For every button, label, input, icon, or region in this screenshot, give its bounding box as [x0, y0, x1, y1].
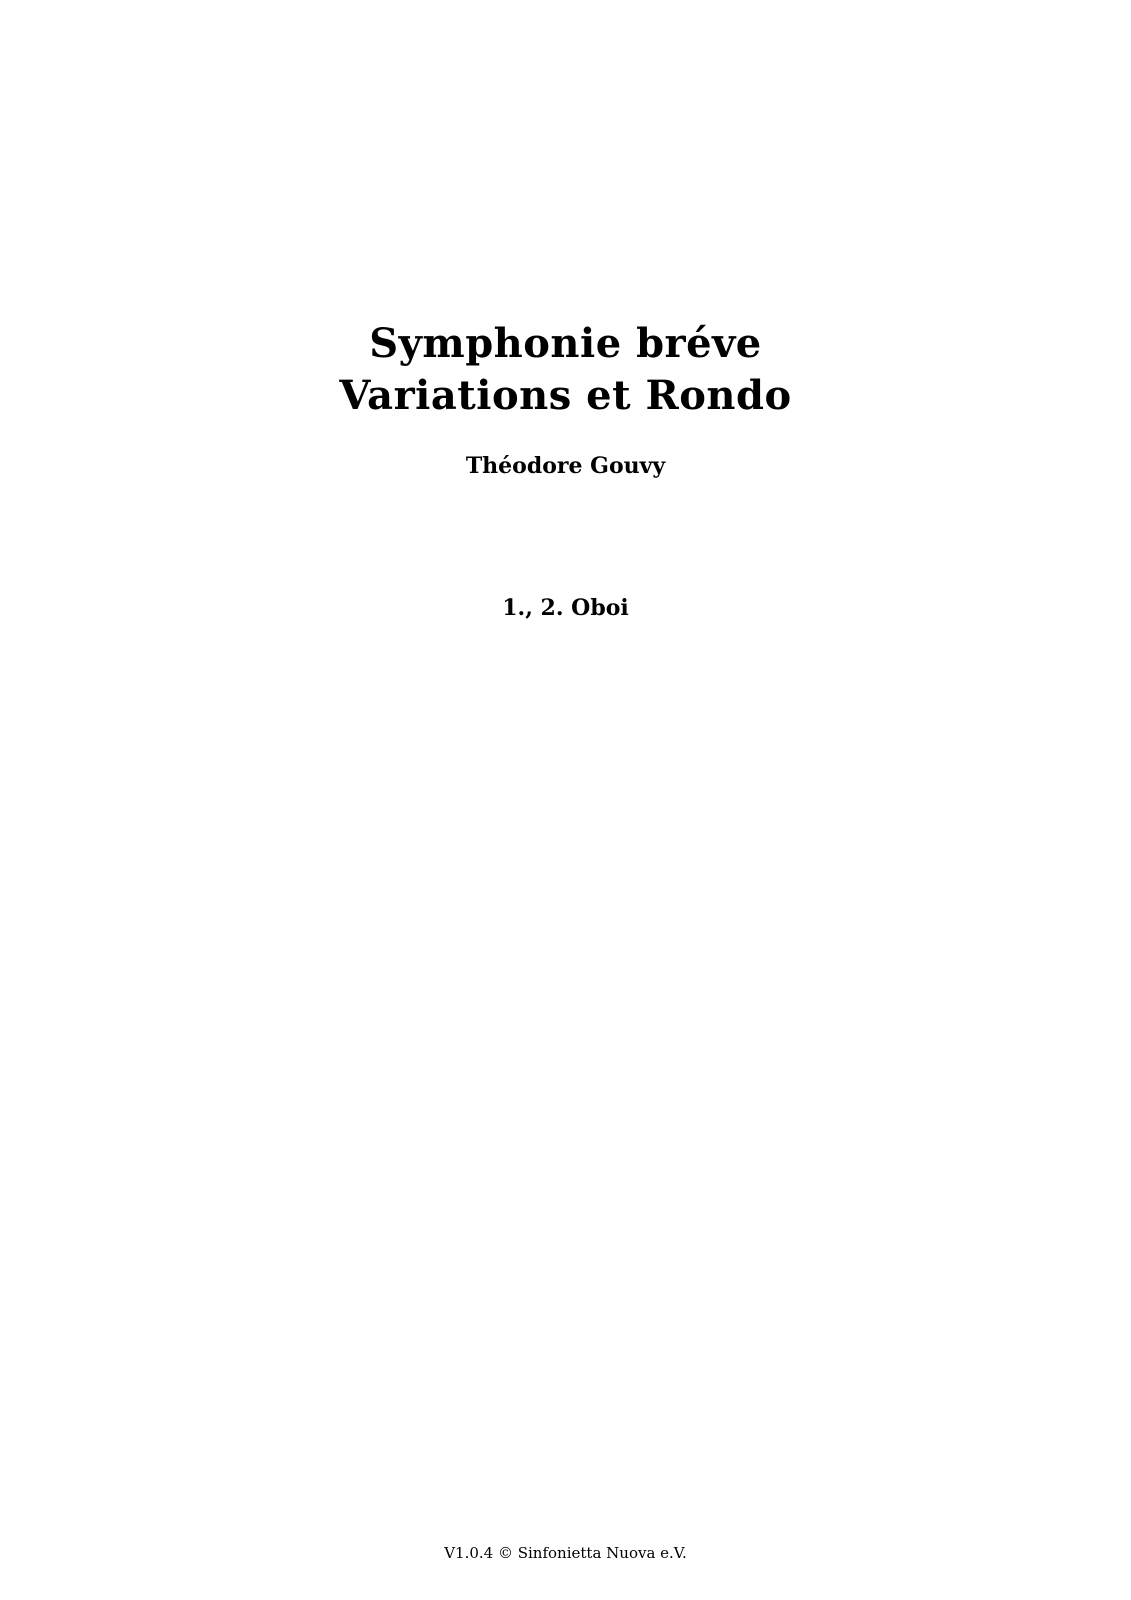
composer-name: Théodore Gouvy — [465, 453, 666, 479]
title-line-2: Variations et Rondo — [339, 372, 792, 419]
version-copyright-footer: V1.0.4 © Sinfonietta Nuova e.V. — [444, 1544, 687, 1562]
title-line-1: Symphonie bréve — [369, 320, 762, 367]
work-title — [0, 318, 1131, 422]
instrument-part: 1., 2. Oboi — [502, 595, 629, 621]
